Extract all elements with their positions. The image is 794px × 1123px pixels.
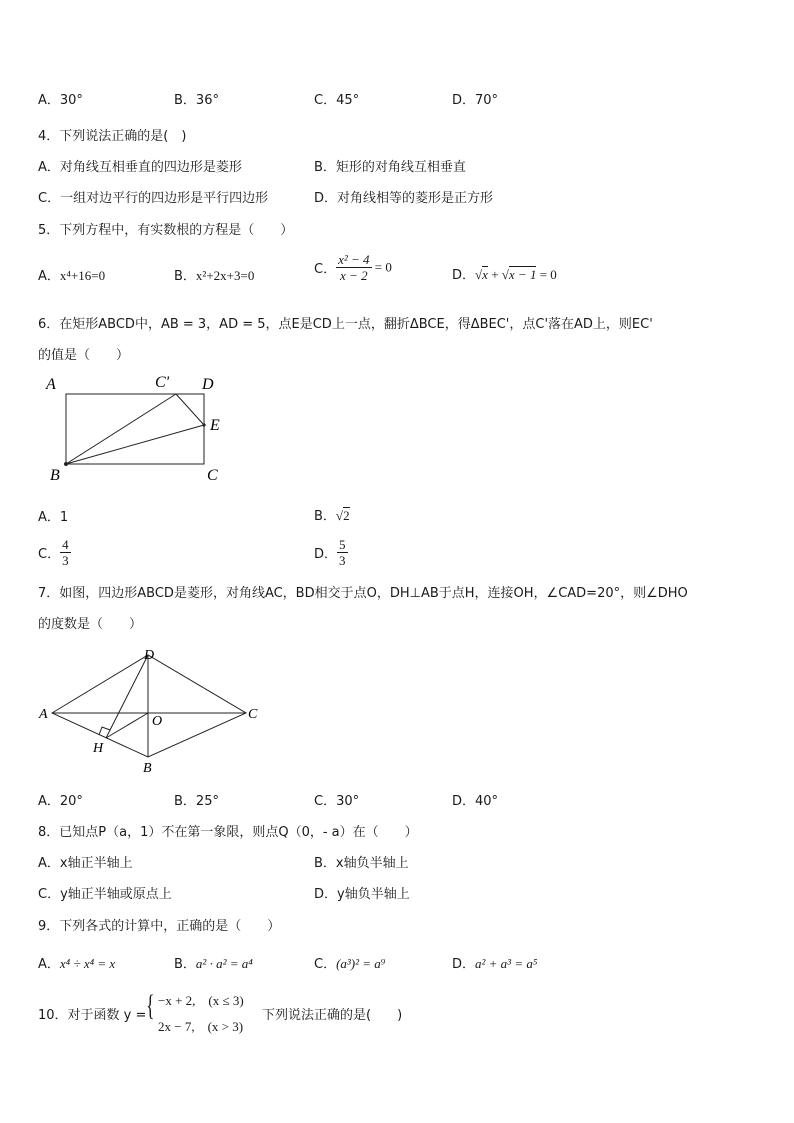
q6-stem-line1: 6．在矩形ABCD中，AB = 3，AD = 5，点E是CD上一点，翻折ΔBCE，得ΔBEC'，点C'落在AD上，则EC' <box>38 317 653 332</box>
segment-cpe <box>176 394 204 425</box>
q8-option-b: B．x轴负半轴上 <box>314 856 409 871</box>
q7-rhombus-figure <box>35 645 265 780</box>
label-o: O <box>152 714 163 729</box>
q6-option-a: A．1 <box>38 510 69 525</box>
q8-stem: 8．已知点P（a，1）不在第一象限，则点Q（0，- a）在（ ） <box>38 825 418 840</box>
q5-c-fraction: $\frac{\text{x² − 4}}{x - 2}$ <box>338 252 370 283</box>
q6-c-fraction: $\frac{4}{3}$ <box>62 537 69 568</box>
label-c: C <box>248 707 258 722</box>
label-cprime: C' <box>155 374 170 391</box>
q3-option-c: C．45° <box>314 93 360 108</box>
label-e: E <box>210 417 220 434</box>
label-b: B <box>50 467 60 484</box>
q7-stem-line2: 的度数是（ ） <box>38 617 143 632</box>
q6-option-c: C． $\frac{4}{3}$ <box>38 537 69 568</box>
q5-option-d: D．√x + √x − 1 = 0 <box>452 267 557 283</box>
q3-option-b: B．36° <box>174 93 219 108</box>
point-b <box>64 462 68 466</box>
q7-option-c: C．30° <box>314 794 360 809</box>
label-d: D <box>144 648 155 663</box>
q6-d-fraction: $\frac{5}{3}$ <box>339 537 346 568</box>
q9-stem: 9．下列各式的计算中，正确的是（ ） <box>38 919 281 934</box>
q6-rectangle-figure <box>40 372 240 487</box>
q9-option-c: C．(a³)² = a⁹ <box>314 956 386 972</box>
q8-option-a: A．x轴正半轴上 <box>38 856 133 871</box>
q10-suffix: 下列说法正确的是( ) <box>262 1008 403 1023</box>
q6-option-b: B．√2 <box>314 508 350 524</box>
label-h: H <box>93 741 104 756</box>
label-a: A <box>39 707 48 722</box>
q3-option-a: A．30° <box>38 93 83 108</box>
rectangle-abcd <box>66 394 204 464</box>
q6-stem-line2: 的值是（ ） <box>38 348 130 363</box>
q6-option-d: D． $\frac{5}{3}$ <box>314 537 346 568</box>
point-e <box>202 423 205 426</box>
q8-option-d: D．y轴负半轴上 <box>314 887 410 902</box>
q7-option-d: D．40° <box>452 794 499 809</box>
label-c: C <box>207 467 218 484</box>
q9-option-b: B．a² · a² = a⁴ <box>174 956 253 972</box>
q5-option-c: C． $\frac{\text{x² − 4}}{x - 2}$ = 0 <box>314 252 392 283</box>
rhombus-abcd <box>52 655 246 757</box>
q4-stem: 4．下列说法正确的是( ) <box>38 129 187 144</box>
q8-option-c: C．y轴正半轴或原点上 <box>38 887 172 902</box>
q9-option-d: D．a² + a³ = a⁵ <box>452 956 538 972</box>
q4-option-b: B．矩形的对角线互相垂直 <box>314 160 466 175</box>
q7-option-b: B．25° <box>174 794 219 809</box>
q4-option-c: C．一组对边平行的四边形是平行四边形 <box>38 191 269 206</box>
q10-brace: { <box>146 989 155 1022</box>
label-d: D <box>202 376 214 393</box>
q7-stem-line1: 7．如图，四边形ABCD是菱形，对角线AC，BD相交于点O，DH⊥AB于点H，连接OH，∠CAD=20°，则∠DHO <box>38 586 688 601</box>
q4-option-d: D．对角线相等的菱形是正方形 <box>314 191 494 206</box>
label-b: B <box>143 761 152 776</box>
q5-option-a: A．x⁴+16=0 <box>38 268 106 284</box>
q10-case1: −x + 2, (x ≤ 3) <box>158 993 244 1008</box>
q10-prefix: 10．对于函数 y = <box>38 1008 147 1023</box>
segment-be <box>66 425 204 464</box>
q9-option-a: A．x⁴ ÷ x⁴ = x <box>38 956 116 972</box>
q5-option-b: B．x²+2x+3=0 <box>174 268 255 284</box>
q10-case2: 2x − 7, (x > 3) <box>158 1019 244 1034</box>
q7-option-a: A．20° <box>38 794 83 809</box>
q4-option-a: A．对角线互相垂直的四边形是菱形 <box>38 160 242 175</box>
q3-option-d: D．70° <box>452 93 499 108</box>
label-a: A <box>46 376 56 393</box>
segment-bcp <box>66 394 176 464</box>
q5-stem: 5．下列方程中，有实数根的方程是（ ） <box>38 223 294 238</box>
